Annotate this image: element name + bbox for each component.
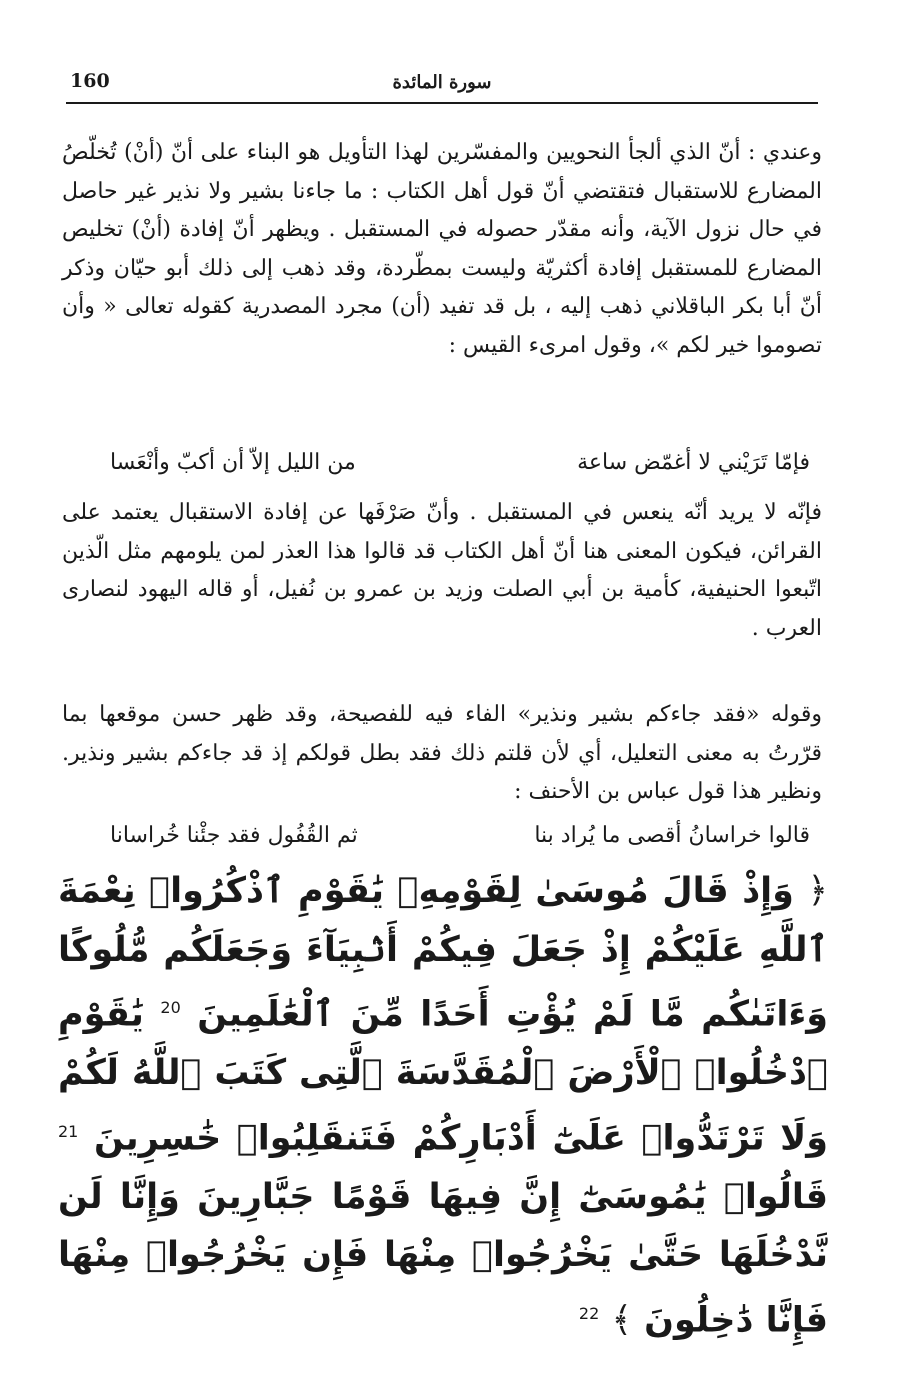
- quran-ornament-open: ﴿: [807, 871, 828, 911]
- quran-verse-20: وَإِذْ قَالَ مُوسَىٰ لِقَوْمِهِۦ يَٰقَوْمِ ٱذْكُرُوا۟ نِعْمَةَ ٱللَّهِ عَلَيْكُمْ إِذْ جَعَلَ فِيكُمْ أَنۢبِيَآءَ وَجَعَلَكُم مُّلُوكًا وَءَاتَىٰكُم مَّا لَمْ يُؤْتِ أَحَدًا مِّنَ ٱلْعَٰلَمِينَ: [58, 871, 828, 1035]
- quran-ornament-close: ﴾: [611, 1300, 632, 1341]
- verse-number-21: 21: [58, 1121, 79, 1141]
- poem-verse-2-second-hemistich: ثم القُفُول فقد جئْنا خُراسانا: [110, 823, 358, 848]
- page-header: [66, 64, 818, 104]
- surah-title: سورة المائدة: [392, 72, 492, 93]
- poem-verse-2-first-hemistich: قالوا خراسانُ أقصى ما يُراد بنا: [534, 823, 810, 848]
- verse-number-20: 20: [160, 998, 181, 1017]
- verse-number-22: 22: [578, 1303, 600, 1323]
- quran-verse-21: يَٰقَوْمِ ٱدْخُلُوا۟ ٱلْأَرْضَ ٱلْمُقَدَّسَةَ ٱلَّتِى كَتَبَ ٱللَّهُ لَكُمْ وَلَا تَرْتَدُّوا۟ عَلَىٰٓ أَدْبَارِكُمْ فَتَنقَلِبُوا۟ خَٰسِرِينَ: [58, 994, 828, 1159]
- commentary-paragraph-1: وعندي : أنّ الذي ألجأ النحويين والمفسّرين لهذا التأويل هو البناء على أنّ (أنْ) تُخلّصُ المضارع للاستقبال فتقتضي أنّ قول أهل الكتاب : ما جاءنا بشير ولا نذير غير حاصل في حال نزول الآية، وأنه مقدّر حصوله في المستقبل . ويظهر أنّ إفادة (أنْ) تخليص المضارع للمستقبل إفادة أكثريّة وليست بمطّردة، وقد ذهب إلى ذلك أبو حيّان وذكر أنّ أبا بكر الباقلاني ذهب إليه ، بل قد تفيد (أن) مجرد المصدرية كقوله تعالى « وأن تصوموا خير لكم »، وقول امرىء القيس :: [62, 140, 822, 358]
- commentary-paragraph-2: فإنّه لا يريد أنّه ينعس في المستقبل . وأنّ صَرْفَها عن إفادة الاستقبال يعتمد على القرائن، فيكون المعنى هنا أنّ أهل الكتاب قد قالوا هذا العذر لمن يلومهم مثل الّذين اتّبعوا الحنيفية، كأمية بن أبي الصلت وزيد بن عمرو بن نُفيل، أو قاله اليهود لنصارى العرب .: [62, 500, 822, 641]
- poem-verse-1-first-hemistich: فإمّا تَرَيْني لا أغمّض ساعة: [577, 450, 810, 475]
- poem-verse-1-second-hemistich: من الليل إلاّ أن أكبّ وأنْعَسا: [110, 450, 356, 475]
- quran-verses: [58, 862, 828, 1350]
- commentary-paragraph-3: وقوله «فقد جاءكم بشير ونذير» الفاء فيه للفصيحة، وقد ظهر حسن موقعها بما قرّرتُ به معنى التعليل، أي لأن قلتم ذلك فقد بطل قولكم إذ قد جاءكم بشير ونذير. ونظير هذا قول عباس بن الأحنف :: [62, 702, 822, 804]
- page-number: 160: [70, 70, 110, 92]
- quran-verse-22: قَالُوا۟ يَٰمُوسَىٰٓ إِنَّ فِيهَا قَوْمًا جَبَّارِينَ وَإِنَّا لَن نَّدْخُلَهَا حَتَّىٰ يَخْرُجُوا۟ مِنْهَا فَإِن يَخْرُجُوا۟ مِنْهَا فَإِنَّا دَٰخِلُونَ: [58, 1176, 828, 1341]
